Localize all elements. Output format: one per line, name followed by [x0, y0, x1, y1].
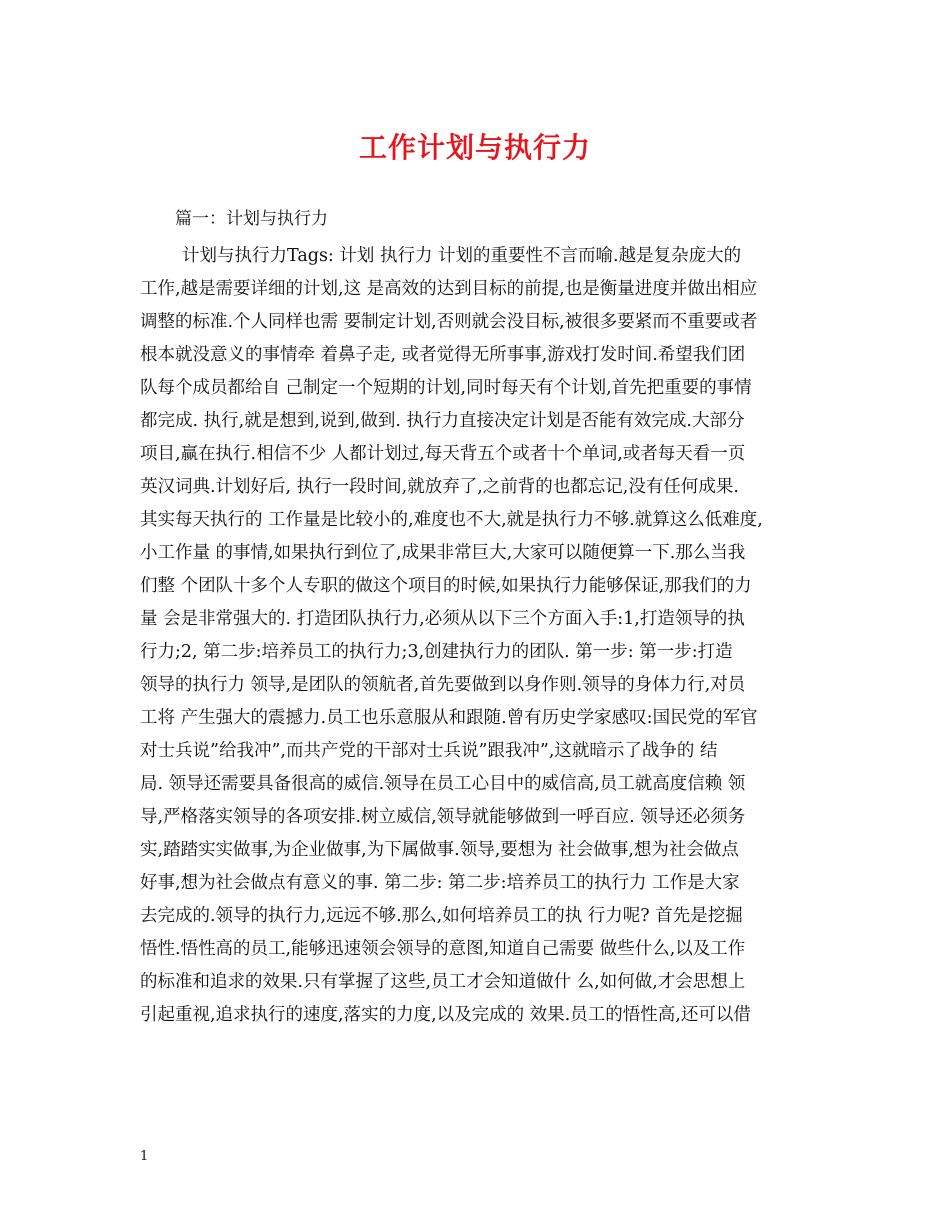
body-line: 引起重视,追求执行的速度,落实的力度,以及完成的 效果.员工的悟性高,还可以借 [140, 1005, 751, 1025]
body-line: 其实每天执行的 工作量是比较小的,难度也不大,就是执行力不够.就算这么低难度, [140, 510, 763, 530]
body-line: 行力;2, 第二步:培养员工的执行力;3,创建执行力的团队. 第一步: 第一步:打造 [140, 642, 733, 662]
body-line: 实,踏踏实实做事,为企业做事,为下属做事.领导,要想为 社会做事,想为社会做点 [140, 840, 739, 860]
section-heading: 篇一：计划与执行力 [175, 209, 328, 229]
body-line: 工作,越是需要详细的计划,这 是高效的达到目标的前提,也是衡量进度并做出相应 [140, 279, 758, 299]
body-line: 小工作量 的事情,如果执行到位了,成果非常巨大,大家可以随便算一下.那么当我 [140, 543, 746, 563]
body-line: 调整的标准.个人同样也需 要制定计划,否则就会没目标,被很多要紧而不重要或者 [140, 312, 758, 332]
body-line: 领导的执行力 领导,是团队的领航者,首先要做到以身作则.领导的身体力行,对员 [140, 675, 746, 695]
body-text [140, 240, 820, 1032]
body-line: 计划与执行力Tags: 计划 执行力 计划的重要性不言而喻.越是复杂庞大的 [182, 246, 742, 266]
body-line: 们整 个团队十多个人专职的做这个项目的时候,如果执行力能够保证,那我们的力 [140, 576, 752, 596]
body-line: 英汉词典.计划好后, 执行一段时间,就放弃了,之前背的也都忘记,没有任何成果. [140, 477, 739, 497]
body-line: 悟性.悟性高的员工,能够迅速领会领导的意图,知道自己需要 做些什么,以及工作 [140, 939, 746, 959]
body-line: 对士兵说”给我冲”,而共产党的干部对士兵说”跟我冲”,这就暗示了战争的 结 [140, 741, 718, 761]
body-line: 局. 领导还需要具备很高的威信.领导在员工心目中的威信高,员工就高度信赖 领 [140, 774, 746, 794]
body-line: 工将 产生强大的震撼力.员工也乐意服从和跟随.曾有历史学家感叹:国民党的军官 [140, 708, 758, 728]
body-line: 队每个成员都给自 己制定一个短期的计划,同时每天有个计划,首先把重要的事情 [140, 378, 752, 398]
body-line: 好事,想为社会做点有意义的事. 第二步: 第二步:培养员工的执行力 工作是大家 [140, 873, 740, 893]
page-number: 1 [140, 1149, 149, 1164]
body-line: 项目,赢在执行.相信不少 人都计划过,每天背五个或者十个单词,或者每天看一页 [140, 444, 746, 464]
document-title: 工作计划与执行力 [358, 131, 591, 164]
body-line: 去完成的.领导的执行力,远远不够.那么,如何培养员工的执 行力呢? 首先是挖掘 [140, 906, 743, 926]
body-line: 根本就没意义的事情牵 着鼻子走, 或者觉得无所事事,游戏打发时间.希望我们团 [140, 345, 746, 365]
body-line: 都完成. 执行,就是想到,说到,做到. 执行力直接决定计划是否能有效完成.大部分 [140, 411, 745, 431]
body-line: 的标准和追求的效果.只有掌握了这些,员工才会知道做什 么,如何做,才会思想上 [140, 972, 746, 992]
body-line: 量 会是非常强大的. 打造团队执行力,必须从以下三个方面入手:1,打造领导的执 [140, 609, 745, 629]
body-line: 导,严格落实领导的各项安排.树立威信,领导就能够做到一呼百应. 领导还必须务 [140, 807, 746, 827]
